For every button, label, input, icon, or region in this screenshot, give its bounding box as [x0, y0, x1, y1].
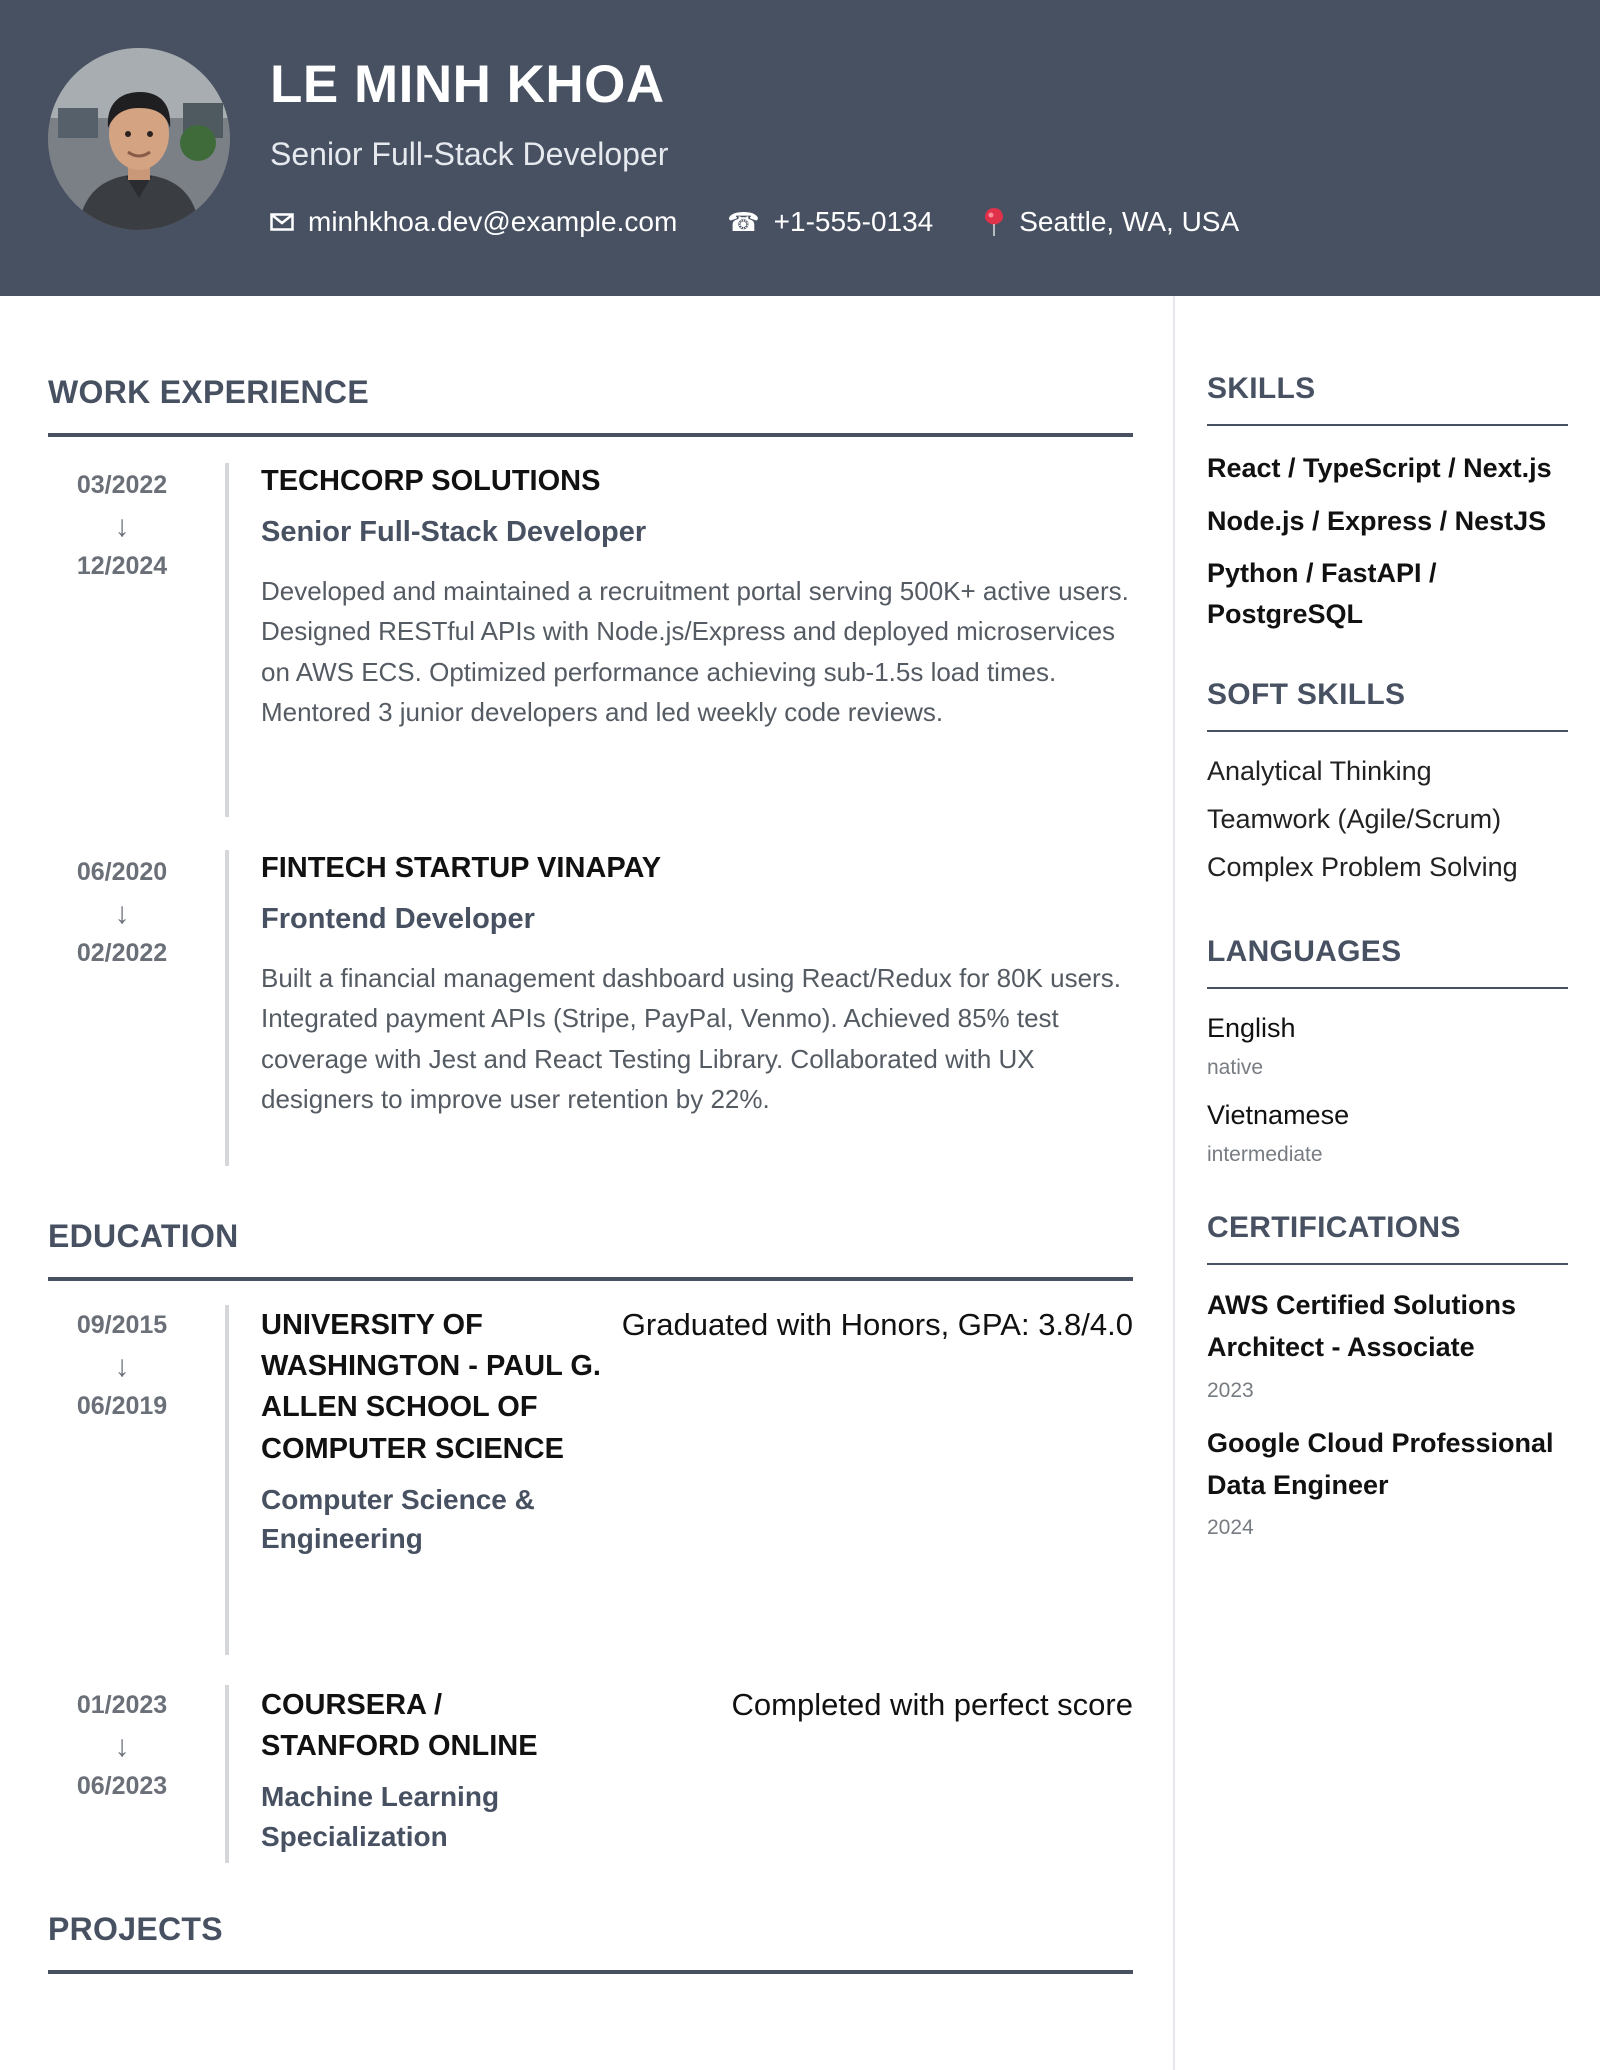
location-pin-icon: [983, 207, 1005, 237]
job-role: Senior Full-Stack Developer: [261, 516, 647, 549]
date-range: [48, 1685, 196, 1863]
certification-year: 2023: [1207, 1378, 1254, 1402]
section-rule: [1207, 730, 1568, 732]
education-note: Graduated with Honors, GPA: 3.8/4.0: [621, 1307, 1133, 1342]
section-rule: [1207, 1263, 1568, 1265]
date-range: [48, 850, 196, 1166]
contact-email[interactable]: [270, 206, 677, 238]
soft-skill-item: Teamwork (Agile/Scrum): [1207, 804, 1502, 834]
end-date: 06/2023: [76, 1772, 168, 1800]
section-title-soft-skills: SOFT SKILLS: [1207, 678, 1406, 711]
sidebar-column: [1207, 296, 1568, 1540]
section-rule: [48, 1277, 1133, 1281]
contact-phone[interactable]: [727, 206, 933, 238]
column-divider: [1173, 296, 1175, 2070]
section-title-languages: LANGUAGES: [1207, 935, 1402, 968]
section-rule: [1207, 987, 1568, 989]
work-section: [48, 374, 1133, 1166]
email-text: minhkhoa.dev@example.com: [308, 206, 678, 237]
end-date: 12/2024: [76, 552, 168, 580]
start-date: 01/2023: [76, 1691, 168, 1719]
location-text: Seattle, WA, USA: [1019, 206, 1240, 237]
phone-icon: ☎: [727, 206, 760, 237]
language-name: Vietnamese: [1207, 1100, 1350, 1130]
arrow-down-icon: ↓: [114, 510, 130, 543]
skill-item: Node.js / Express / NestJS: [1207, 505, 1547, 536]
company-name: FINTECH STARTUP VINAPAY: [261, 852, 662, 884]
avatar-photo-icon: [48, 48, 230, 230]
school-name: UNIVERSITY OF WASHINGTON - PAUL G. ALLEN SCHOOL OF COMPUTER SCIENCE: [261, 1309, 601, 1465]
section-title-skills: SKILLS: [1207, 372, 1316, 405]
profile-photo: [48, 48, 230, 230]
field-of-study: Machine Learning Specialization: [261, 1781, 500, 1853]
soft-skill-item: Complex Problem Solving: [1207, 852, 1518, 882]
phone-text: +1-555-0134: [773, 206, 934, 237]
arrow-down-icon: ↓: [114, 897, 130, 930]
education-section: [48, 1218, 1133, 1863]
job-description: Developed and maintained a recruitment portal serving 500K+ active users. Designed RESTful APIs with Node.js/Express and deployed microservices on AWS ECS. Optimized performance achieving sub-1.5s load times. Mentored 3 junior developers and led weekly code reviews.: [261, 576, 1129, 728]
section-title-work: WORK EXPERIENCE: [48, 374, 369, 410]
certification-name: Google Cloud Professional Data Engineer: [1207, 1427, 1554, 1500]
education-entry: [48, 1685, 1133, 1863]
education-entry-body: [229, 1305, 1133, 1655]
candidate-headline: Senior Full-Stack Developer: [270, 136, 669, 172]
date-range: [48, 1305, 196, 1655]
arrow-down-icon: ↓: [114, 1350, 130, 1383]
language-level: intermediate: [1207, 1143, 1323, 1166]
section-title-education: EDUCATION: [48, 1218, 239, 1254]
resume-header: [0, 0, 1600, 296]
certification-year: 2024: [1207, 1516, 1254, 1540]
skill-item: Python / FastAPI / PostgreSQL: [1207, 558, 1437, 629]
languages-section: [1207, 935, 1568, 1167]
field-of-study: Computer Science & Engineering: [261, 1483, 535, 1555]
job-role: Frontend Developer: [261, 903, 535, 936]
skill-item: React / TypeScript / Next.js: [1207, 453, 1552, 483]
soft-skills-section: [1207, 678, 1568, 881]
work-entry: [48, 463, 1133, 817]
section-rule: [1207, 424, 1568, 426]
work-entry-body: [229, 850, 1133, 1166]
soft-skill-item: Analytical Thinking: [1207, 756, 1432, 786]
section-title-certifications: CERTIFICATIONS: [1207, 1211, 1461, 1244]
language-name: English: [1207, 1013, 1296, 1043]
education-note: Completed with perfect score: [731, 1687, 1133, 1722]
main-column: [48, 296, 1133, 1974]
language-level: native: [1207, 1056, 1264, 1079]
section-rule: [48, 1970, 1133, 1974]
skills-section: [1207, 372, 1568, 634]
company-name: TECHCORP SOLUTIONS: [261, 465, 601, 497]
job-description: Built a financial management dashboard using React/Redux for 80K users. Integrated payment APIs (Stripe, PayPal, Venmo). Achieved 85% test coverage with Jest and React Testing Library. Collaborated with UX designers to improve user retention by 22%.: [261, 963, 1121, 1115]
date-range: [48, 463, 196, 817]
projects-section: [48, 1911, 1133, 1974]
start-date: 06/2020: [76, 858, 168, 886]
work-entry: [48, 850, 1133, 1166]
end-date: 06/2019: [76, 1392, 168, 1420]
certifications-section: [1207, 1211, 1568, 1540]
work-entry-body: [229, 463, 1133, 817]
section-title-projects: PROJECTS: [48, 1911, 223, 1947]
mail-icon: [270, 213, 294, 231]
start-date: 03/2022: [76, 471, 168, 499]
contact-info: [270, 206, 1289, 238]
education-entry: [48, 1305, 1133, 1655]
education-entry-body: [229, 1685, 1133, 1863]
candidate-name: LE MINH KHOA: [270, 55, 665, 114]
end-date: 02/2022: [76, 939, 168, 967]
section-rule: [48, 433, 1133, 437]
arrow-down-icon: ↓: [114, 1730, 130, 1763]
school-name: COURSERA / STANFORD ONLINE: [261, 1689, 538, 1763]
certification-name: AWS Certified Solutions Architect - Associate: [1207, 1290, 1517, 1362]
start-date: 09/2015: [76, 1311, 168, 1339]
contact-location: [983, 206, 1239, 238]
